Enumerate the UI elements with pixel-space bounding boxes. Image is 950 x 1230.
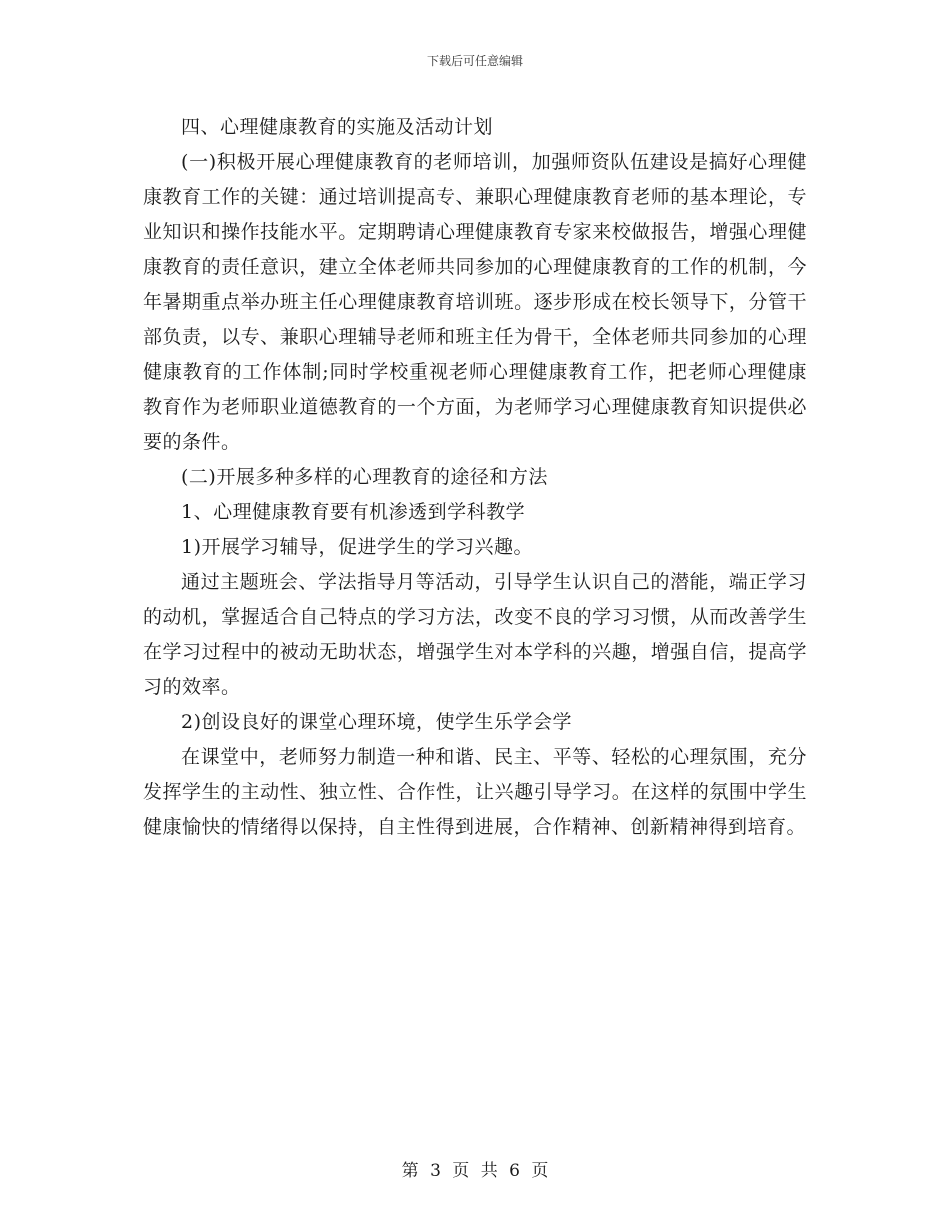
body-paragraph: 通过主题班会、学法指导月等活动，引导学生认识自己的潜能，端正学习的动机，掌握适合自己特点的学习方法，改变不良的学习习惯，从而改善学生在学习过程中的被动无助状态，增强学生对本学科的兴趣，增强自信，提高学习的效率。: [143, 571, 807, 698]
page-header: 下载后可任意编辑: [426, 54, 523, 68]
document-body: [143, 110, 807, 845]
section-heading: 四、心理健康教育的实施及活动计划: [181, 116, 494, 138]
subitem-heading: 2)创设良好的课堂心理环境，使学生乐学会学: [181, 711, 573, 733]
body-paragraph: 在课堂中，老师努力制造一种和谐、民主、平等、轻松的心理氛围，充分发挥学生的主动性、独立性、合作性，让兴趣引导学习。在这样的氛围中学生健康愉快的情绪得以保持，自主性得到进展，合作精神、创新精神得到培育。: [143, 746, 807, 838]
page-number: 第 3 页 共 6 页: [401, 1161, 549, 1181]
subitem-heading: 1)开展学习辅导，促进学生的学习兴趣。: [181, 536, 534, 558]
item-heading: 1、心理健康教育要有机渗透到学科教学: [181, 501, 526, 523]
body-paragraph: (一)积极开展心理健康教育的老师培训，加强师资队伍建设是搞好心理健康教育工作的关键：通过培训提高专、兼职心理健康教育老师的基本理论，专业知识和操作技能水平。定期聘请心理健康教育专家来校做报告，增强心理健康教育的责任意识，建立全体老师共同参加的心理健康教育的工作的机制，今年暑期重点举办班主任心理健康教育培训班。逐步形成在校长领导下，分管干部负责，以专、兼职心理辅导老师和班主任为骨干，全体老师共同参加的心理健康教育的工作体制;同时学校重视老师心理健康教育工作，把老师心理健康教育作为老师职业道德教育的一个方面，为老师学习心理健康教育知识提供必要的条件。: [143, 151, 807, 453]
subsection-heading: (二)开展多种多样的心理教育的途径和方法: [181, 466, 548, 488]
